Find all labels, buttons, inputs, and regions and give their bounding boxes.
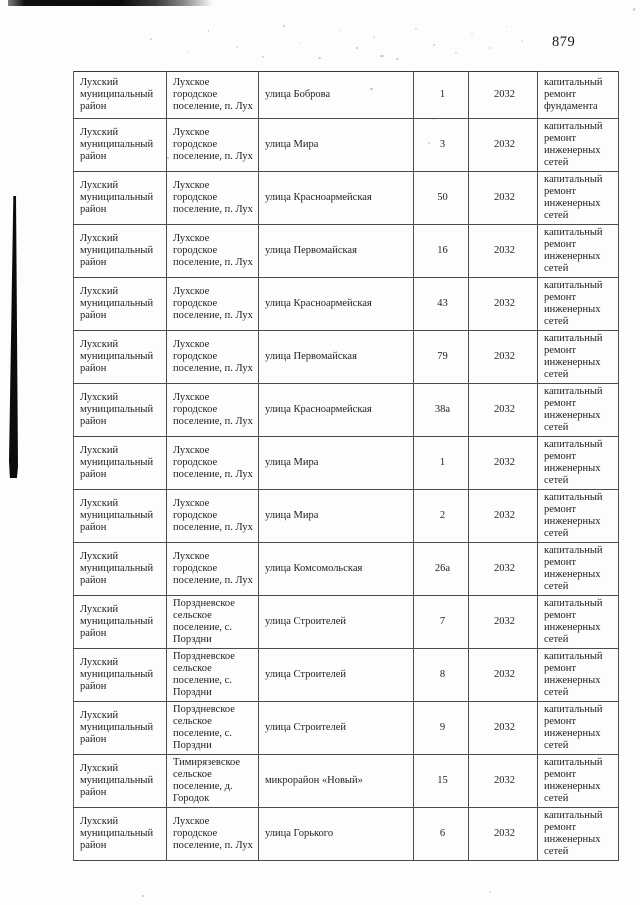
noise-speck <box>415 28 417 30</box>
cell-year: 2032 <box>469 649 538 702</box>
noise-speck <box>150 38 152 40</box>
cell-settlement: Лухское городское поселение, п. Лух <box>167 490 259 543</box>
noise-speck <box>455 52 457 54</box>
table-row <box>74 278 619 331</box>
cell-street: микрорайон «Новый» <box>259 755 414 808</box>
cell-settlement: Порздневское сельское поселение, с. Порздни <box>167 649 259 702</box>
cell-house-number: 43 <box>414 278 469 331</box>
cell-settlement: Лухское городское поселение, п. Лух <box>167 172 259 225</box>
cell-house-number: 79 <box>414 331 469 384</box>
cell-year: 2032 <box>469 755 538 808</box>
noise-speck <box>373 36 375 38</box>
repair-schedule-table <box>73 71 619 861</box>
cell-year: 2032 <box>469 384 538 437</box>
cell-district: Лухский муниципальный район <box>74 437 167 490</box>
noise-speck <box>428 142 430 144</box>
cell-district: Лухский муниципальный район <box>74 649 167 702</box>
cell-settlement: Лухское городское поселение, п. Лух <box>167 119 259 172</box>
table-row <box>74 596 619 649</box>
cell-house-number: 15 <box>414 755 469 808</box>
table-row <box>74 384 619 437</box>
noise-speck <box>633 8 635 11</box>
noise-speck <box>283 25 285 27</box>
cell-street: улица Боброва <box>259 72 414 119</box>
noise-speck <box>236 46 238 48</box>
cell-district: Лухский муниципальный район <box>74 172 167 225</box>
cell-street: улица Мира <box>259 490 414 543</box>
cell-district: Лухский муниципальный район <box>74 543 167 596</box>
cell-street: улица Первомайская <box>259 331 414 384</box>
cell-settlement: Лухское городское поселение, п. Лух <box>167 278 259 331</box>
cell-street: улица Комсомольская <box>259 543 414 596</box>
noise-speck <box>300 42 301 44</box>
cell-work-type: капитальный ремонт инженерных сетей <box>538 702 619 755</box>
cell-settlement: Лухское городское поселение, п. Лух <box>167 543 259 596</box>
noise-speck <box>262 56 264 58</box>
cell-house-number: 16 <box>414 225 469 278</box>
cell-district: Лухский муниципальный район <box>74 72 167 119</box>
table-row <box>74 119 619 172</box>
page-number: 879 <box>552 34 576 50</box>
table-row <box>74 490 619 543</box>
cell-street: улица Горького <box>259 808 414 861</box>
cell-street: улица Строителей <box>259 649 414 702</box>
cell-work-type: капитальный ремонт инженерных сетей <box>538 278 619 331</box>
cell-district: Лухский муниципальный район <box>74 331 167 384</box>
noise-speck <box>489 47 491 49</box>
cell-year: 2032 <box>469 331 538 384</box>
cell-settlement: Порздневское сельское поселение, с. Порздни <box>167 702 259 755</box>
cell-year: 2032 <box>469 225 538 278</box>
cell-district: Лухский муниципальный район <box>74 755 167 808</box>
table-row <box>74 172 619 225</box>
cell-district: Лухский муниципальный район <box>74 808 167 861</box>
cell-street: улица Строителей <box>259 702 414 755</box>
cell-district: Лухский муниципальный район <box>74 702 167 755</box>
cell-year: 2032 <box>469 72 538 119</box>
cell-settlement: Лухское городское поселение, п. Лух <box>167 72 259 119</box>
cell-house-number: 1 <box>414 72 469 119</box>
table-row <box>74 543 619 596</box>
cell-street: улица Красноармейская <box>259 384 414 437</box>
cell-house-number: 9 <box>414 702 469 755</box>
cell-house-number: 2 <box>414 490 469 543</box>
scan-artifact-top-streak <box>8 0 213 6</box>
cell-work-type: капитальный ремонт инженерных сетей <box>538 225 619 278</box>
cell-work-type: капитальный ремонт инженерных сетей <box>538 172 619 225</box>
cell-settlement: Лухское городское поселение, п. Лух <box>167 437 259 490</box>
table-row <box>74 331 619 384</box>
noise-speck <box>318 57 321 59</box>
cell-year: 2032 <box>469 490 538 543</box>
noise-speck <box>380 55 384 57</box>
noise-speck <box>489 891 491 893</box>
table-row <box>74 702 619 755</box>
cell-district: Лухский муниципальный район <box>74 596 167 649</box>
cell-district: Лухский муниципальный район <box>74 119 167 172</box>
cell-street: улица Первомайская <box>259 225 414 278</box>
cell-year: 2032 <box>469 808 538 861</box>
cell-street: улица Мира <box>259 119 414 172</box>
noise-speck <box>142 895 144 897</box>
cell-street: улица Строителей <box>259 596 414 649</box>
cell-house-number: 50 <box>414 172 469 225</box>
cell-settlement: Тимирязевское сельское поселение, д. Городок <box>167 755 259 808</box>
cell-district: Лухский муниципальный район <box>74 490 167 543</box>
noise-speck <box>433 118 435 120</box>
cell-year: 2032 <box>469 596 538 649</box>
cell-work-type: капитальный ремонт инженерных сетей <box>538 490 619 543</box>
cell-district: Лухский муниципальный район <box>74 225 167 278</box>
table-row <box>74 225 619 278</box>
noise-speck <box>356 47 358 49</box>
cell-work-type: капитальный ремонт инженерных сетей <box>538 808 619 861</box>
noise-speck <box>521 40 523 42</box>
cell-house-number: 6 <box>414 808 469 861</box>
cell-year: 2032 <box>469 543 538 596</box>
cell-settlement: Порздневское сельское поселение, с. Порздни <box>167 596 259 649</box>
cell-district: Лухский муниципальный район <box>74 384 167 437</box>
table-row <box>74 72 619 119</box>
cell-work-type: капитальный ремонт инженерных сетей <box>538 119 619 172</box>
cell-settlement: Лухское городское поселение, п. Лух <box>167 331 259 384</box>
cell-work-type: капитальный ремонт инженерных сетей <box>538 384 619 437</box>
cell-house-number: 7 <box>414 596 469 649</box>
cell-district: Лухский муниципальный район <box>74 278 167 331</box>
table-row <box>74 649 619 702</box>
noise-speck <box>186 52 188 53</box>
cell-work-type: капитальный ремонт инженерных сетей <box>538 596 619 649</box>
noise-speck <box>396 58 399 60</box>
cell-house-number: 38а <box>414 384 469 437</box>
table-row <box>74 808 619 861</box>
cell-street: улица Красноармейская <box>259 172 414 225</box>
noise-speck <box>167 157 169 159</box>
cell-year: 2032 <box>469 437 538 490</box>
cell-work-type: капитальный ремонт инженерных сетей <box>538 755 619 808</box>
cell-year: 2032 <box>469 119 538 172</box>
table-row <box>74 437 619 490</box>
noise-speck <box>471 33 473 34</box>
cell-street: улица Мира <box>259 437 414 490</box>
cell-house-number: 1 <box>414 437 469 490</box>
noise-speck <box>433 44 435 46</box>
scan-artifact-left-bar <box>9 196 18 478</box>
cell-work-type: капитальный ремонт инженерных сетей <box>538 331 619 384</box>
noise-speck <box>506 26 507 28</box>
cell-house-number: 3 <box>414 119 469 172</box>
cell-work-type: капитальный ремонт инженерных сетей <box>538 543 619 596</box>
cell-year: 2032 <box>469 172 538 225</box>
cell-house-number: 26а <box>414 543 469 596</box>
cell-settlement: Лухское городское поселение, п. Лух <box>167 808 259 861</box>
cell-work-type: капитальный ремонт инженерных сетей <box>538 649 619 702</box>
cell-year: 2032 <box>469 702 538 755</box>
cell-year: 2032 <box>469 278 538 331</box>
noise-speck <box>370 88 373 90</box>
cell-house-number: 8 <box>414 649 469 702</box>
cell-settlement: Лухское городское поселение, п. Лух <box>167 384 259 437</box>
cell-settlement: Лухское городское поселение, п. Лух <box>167 225 259 278</box>
noise-speck <box>338 30 340 31</box>
cell-street: улица Красноармейская <box>259 278 414 331</box>
cell-work-type: капитальный ремонт фундамента <box>538 72 619 119</box>
noise-speck <box>208 30 209 32</box>
cell-work-type: капитальный ремонт инженерных сетей <box>538 437 619 490</box>
table-row <box>74 755 619 808</box>
